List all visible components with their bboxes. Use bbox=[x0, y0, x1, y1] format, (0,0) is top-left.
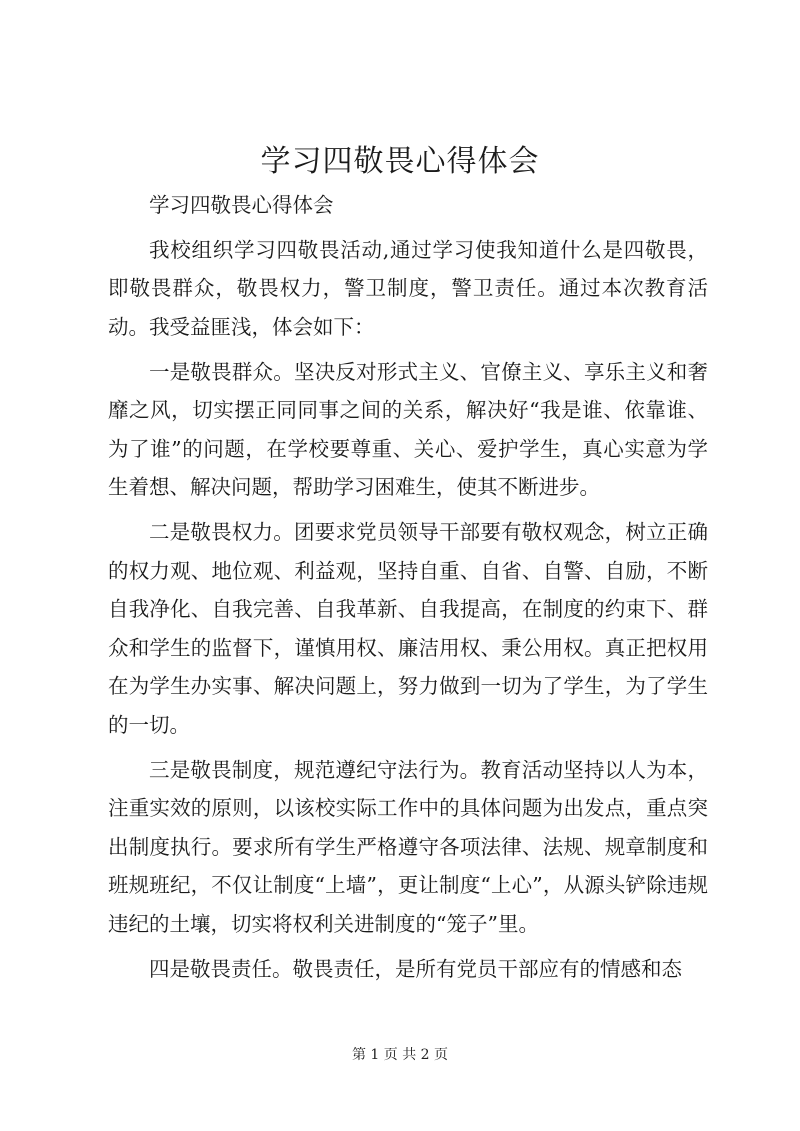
document-title: 学习四敬畏心得体会 bbox=[260, 144, 540, 179]
paragraph-point-3: 三是敬畏制度，规范遵纪守法行为。教育活动坚持以人为本，注重实效的原则，以该校实际工作中的具体问题为出发点，重点突出制度执行。要求所有学生严格遵守各项法律、法规、规章制度和班规班纪，不仅让制度“上墙”，更让制度“上心”，从源头铲除违规违纪的土壤，切实将权利关进制度的“笼子”里。 bbox=[108, 757, 708, 936]
paragraph-point-4: 四是敬畏责任。敬畏责任，是所有党员干部应有的情感和态 bbox=[149, 956, 682, 981]
page-number-footer: 第 1 页 共 2 页 bbox=[351, 1047, 449, 1063]
paragraph-subtitle: 学习四敬畏心得体会 bbox=[149, 193, 334, 217]
paragraph-point-1: 一是敬畏群众。坚决反对形式主义、官僚主义、享乐主义和奢靡之风，切实摆正同同事之间的关系，解决好“我是谁、依靠谁、为了谁”的问题，在学校要尊重、关心、爱护学生，真心实意为学生着想、解决问题，帮助学习困难生，使其不断进步。 bbox=[108, 359, 708, 499]
paragraph-intro: 我校组织学习四敬畏活动,通过学习使我知道什么是四敬畏，即敬畏群众，敬畏权力，警卫制度，警卫责任。通过本次教育活动。我受益匪浅，体会如下： bbox=[108, 237, 708, 339]
paragraph-point-2: 二是敬畏权力。团要求党员领导干部要有敬权观念，树立正确的权力观、地位观、利益观，坚持自重、自省、自警、自励，不断自我净化、自我完善、自我革新、自我提高，在制度的约束下、群众和学生的监督下，谨慎用权、廉洁用权、秉公用权。真正把权用在为学生办实事、解决问题上，努力做到一切为了学生，为了学生的一切。 bbox=[108, 520, 708, 737]
document-body bbox=[108, 186, 708, 995]
